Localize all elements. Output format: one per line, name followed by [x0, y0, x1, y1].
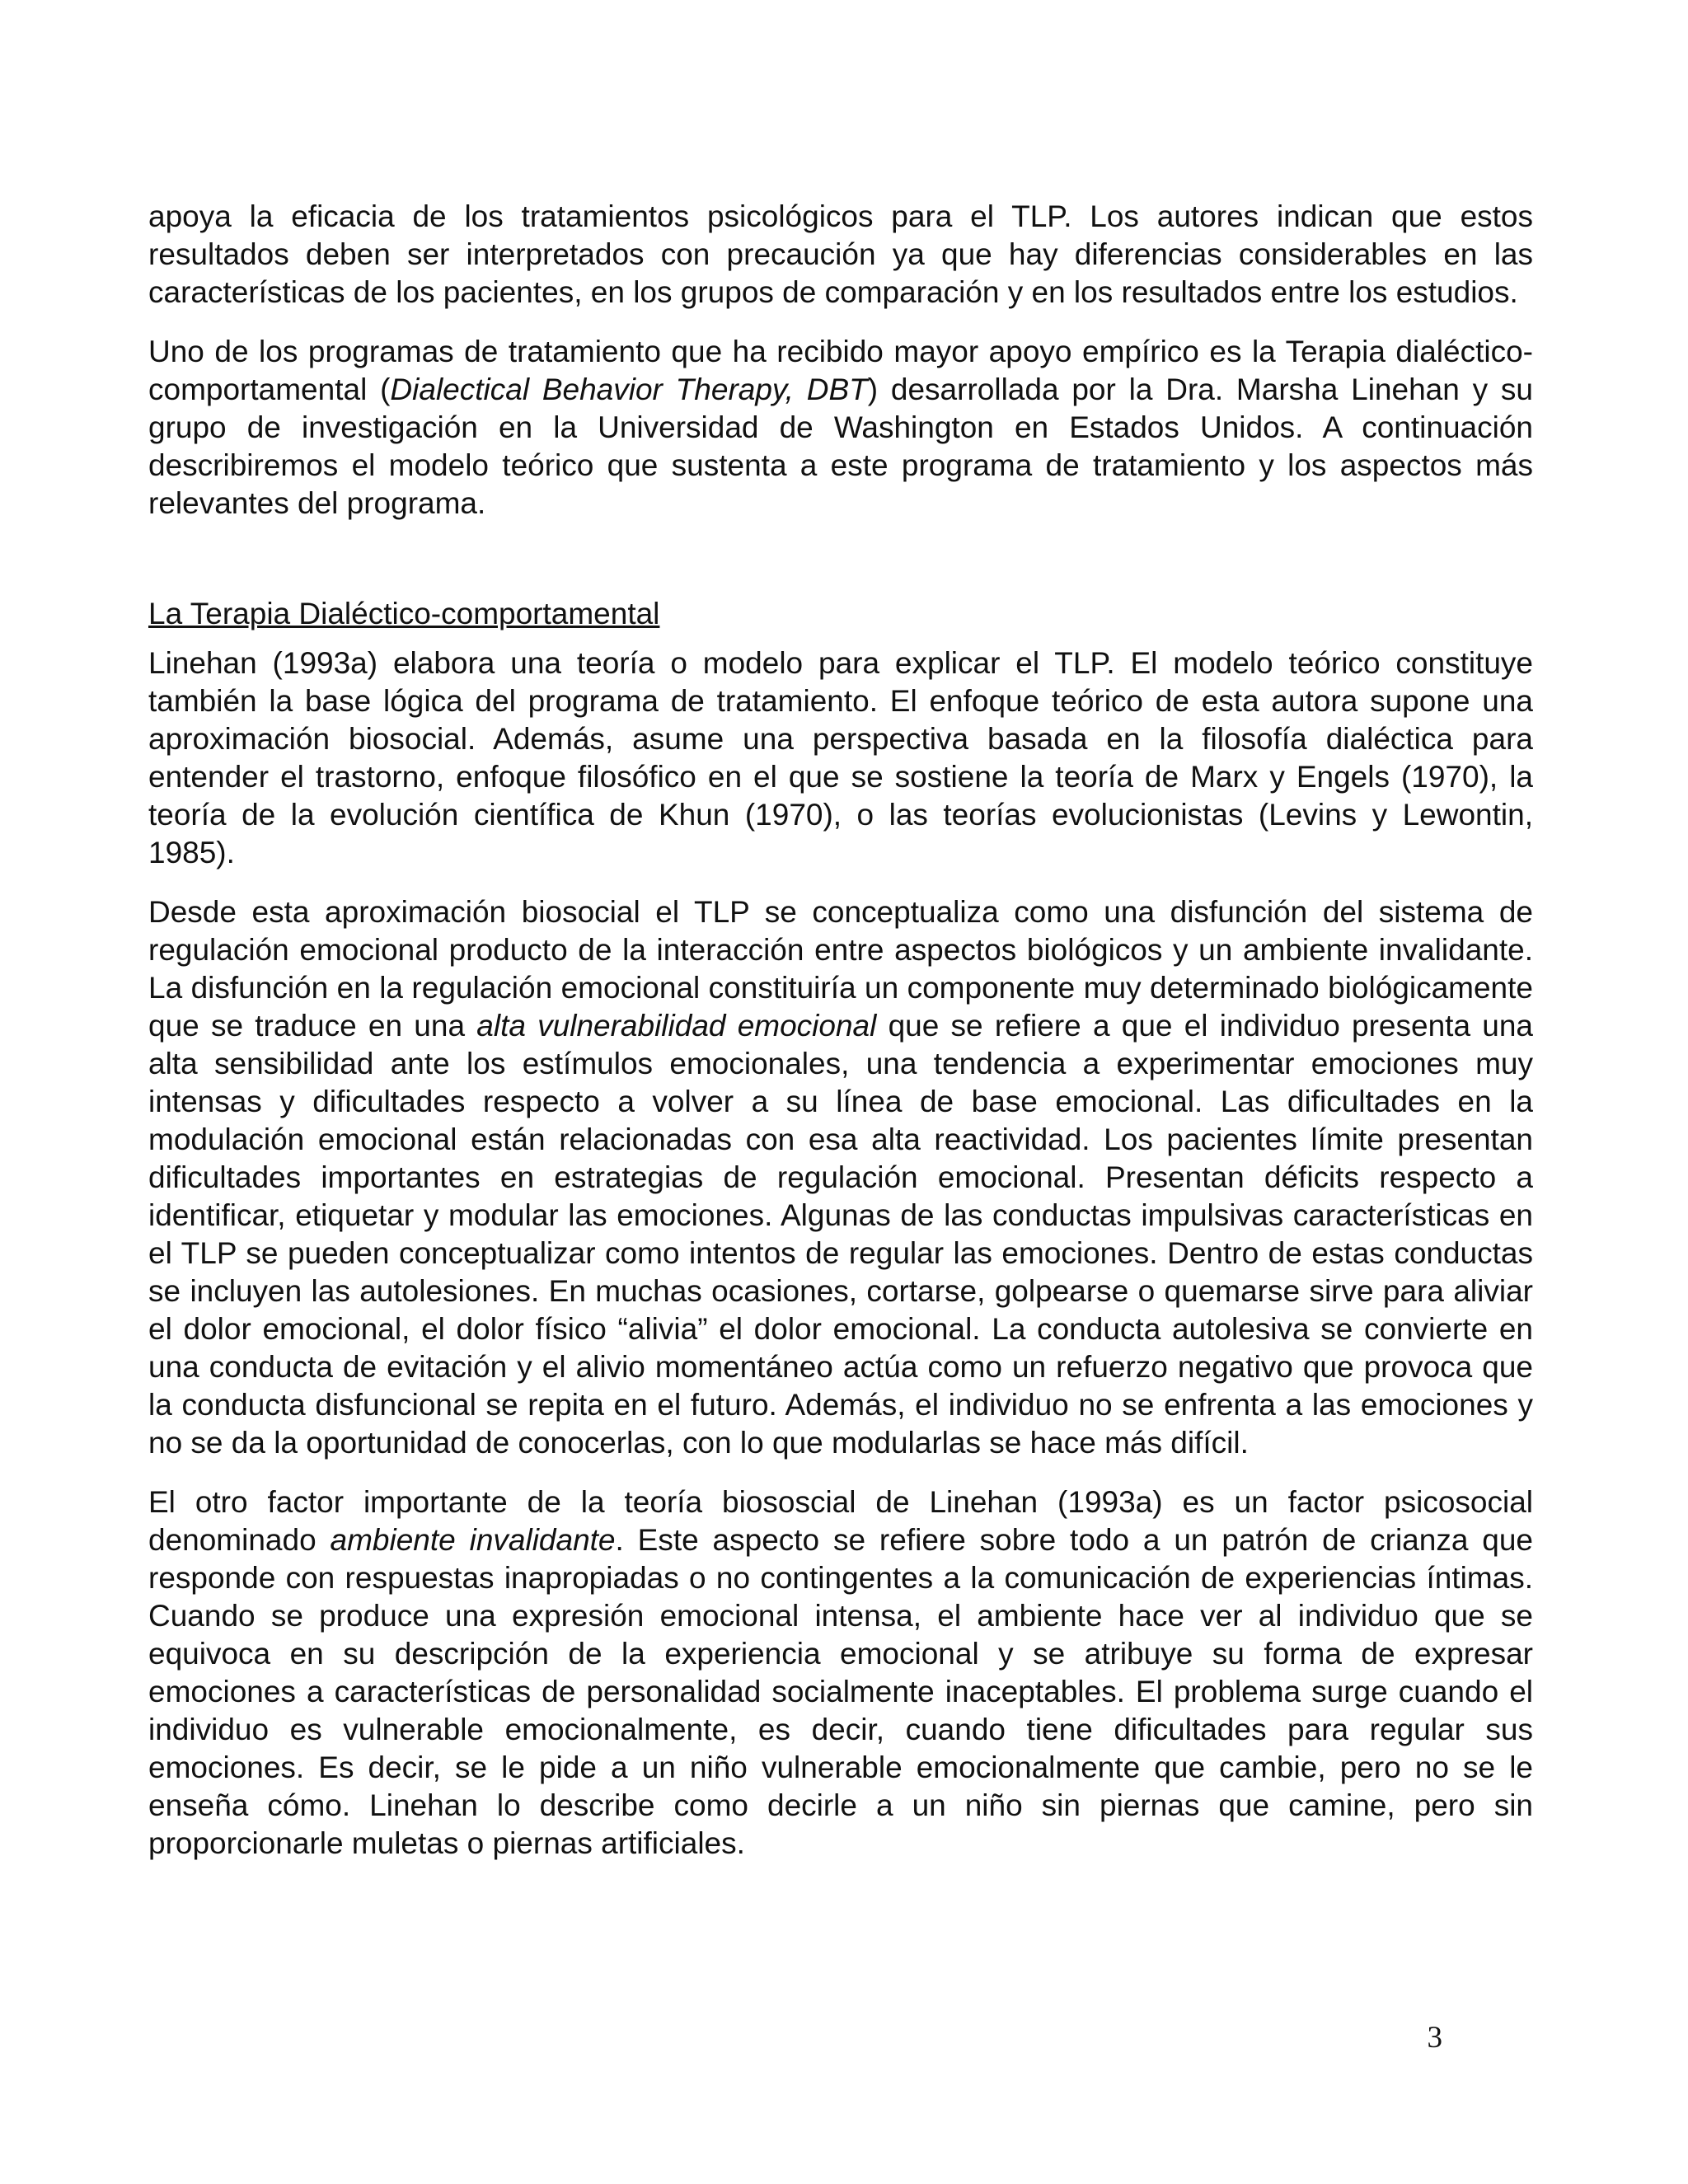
paragraph-dbt-program — [148, 333, 1533, 523]
paragraph-dbt-program-text-c: ) desarrollada por la Dra. Marsha Linehan y su grupo de investigación en la Universidad de Washington en Estados Unidos. A continuación describiremos el modelo teórico que sustenta a este programa de tratamiento y los aspectos más relevantes del programa. — [148, 373, 1533, 520]
paragraph-biosocial — [148, 893, 1533, 1462]
paragraph-invalidating-text-c: . Este aspecto se refiere sobre todo a un patrón de crianza que responde con respuestas inapropiadas o no contingentes a la comunicación de experiencias íntimas. Cuando se produce una expresión emocional intensa, el ambiente hace ver al individuo que se equivoca en su descripción de la experiencia emocional y se atribuye su forma de expresar emociones a características de personalidad socialmente inaceptables. El problema surge cuando el individuo es vulnerable emocionalmente, es decir, cuando tiene dificultades para regular sus emociones. Es decir, se le pide a un niño vulnerable emocionalmente que cambie, pero no se le enseña cómo. Linehan lo describe como decirle a un niño sin piernas que camine, pero sin proporcionarle muletas o piernas artificiales. — [148, 1523, 1534, 1860]
paragraph-intro-continuation: apoya la eficacia de los tratamientos psicológicos para el TLP. Los autores indican que estos resultados deben ser interpretados con precaución ya que hay diferencias considerables en las características de los pacientes, en los grupos de comparación y en los resultados entre los estudios. — [148, 199, 1533, 309]
paragraph-invalidating-text-a: El otro factor importante de la teoría biososcial de Linehan (1993a) es un factor psicosocial denominado — [148, 1485, 1533, 1557]
document-page — [148, 198, 1533, 1884]
paragraph-invalidating-italic: ambiente invalidante — [330, 1523, 616, 1557]
paragraph-biosocial-italic: alta vulnerabilidad emocional — [476, 1009, 877, 1043]
paragraph-dbt-program-italic: Dialectical Behavior Therapy, DBT — [390, 373, 868, 406]
paragraph-theory-model: Linehan (1993a) elabora una teoría o modelo para explicar el TLP. El modelo teórico constituye también la base lógica del programa de tratamiento. El enfoque teórico de esta autora supone una aproximación biosocial. Además, asume una perspectiva basada en la filosofía dialéctica para entender el trastorno, enfoque filosófico en el que se sostiene la teoría de Marx y Engels (1970), la teoría de la evolución científica de Khun (1970), o las teorías evolucionistas (Levins y Lewontin, 1985). — [148, 646, 1533, 869]
paragraph-dbt-program-text-a: Uno de los programas de tratamiento que ha recibido mayor apoyo empírico es la Terapia dialéctico-comportamental ( — [148, 335, 1533, 406]
section-heading: La Terapia Dialéctico-comportamental — [148, 597, 660, 630]
paragraph-invalidating-environment — [148, 1483, 1533, 1863]
paragraph-biosocial-text-a: Desde esta aproximación biosocial el TLP se conceptualiza como una disfunción del sistema de regulación emocional producto de la interacción entre aspectos biológicos y un ambiente invalidante. La disfunción en la regulación emocional constituiría un componente muy determinado biológicamente que se traduce en una — [148, 895, 1533, 1043]
paragraph-biosocial-text-c: que se refiere a que el individuo presenta una alta sensibilidad ante los estímulos emocionales, una tendencia a experimentar emociones muy intensas y dificultades respecto a volver a su línea de base emocional. Las dificultades en la modulación emocional están relacionadas con esa alta reactividad. Los pacientes límite presentan dificultades importantes en estrategias de regulación emocional. Presentan déficits respecto a identificar, etiquetar y modular las emociones. Algunas de las conductas impulsivas características en el TLP se pueden conceptualizar como intentos de regular las emociones. Dentro de estas conductas se incluyen las autolesiones. En muchas ocasiones, cortarse, golpearse o quemarse sirve para aliviar el dolor emocional, el dolor físico “alivia” el dolor emocional. La conducta autolesiva se convierte en una conducta de evitación y el alivio momentáneo actúa como un refuerzo negativo que provoca que la conducta disfuncional se repita en el futuro. Además, el individuo no se enfrenta a las emociones y no se da la oportunidad de conocerlas, con lo que modularlas se hace más difícil. — [148, 1009, 1533, 1460]
page-number: 3 — [1427, 2021, 1442, 2055]
